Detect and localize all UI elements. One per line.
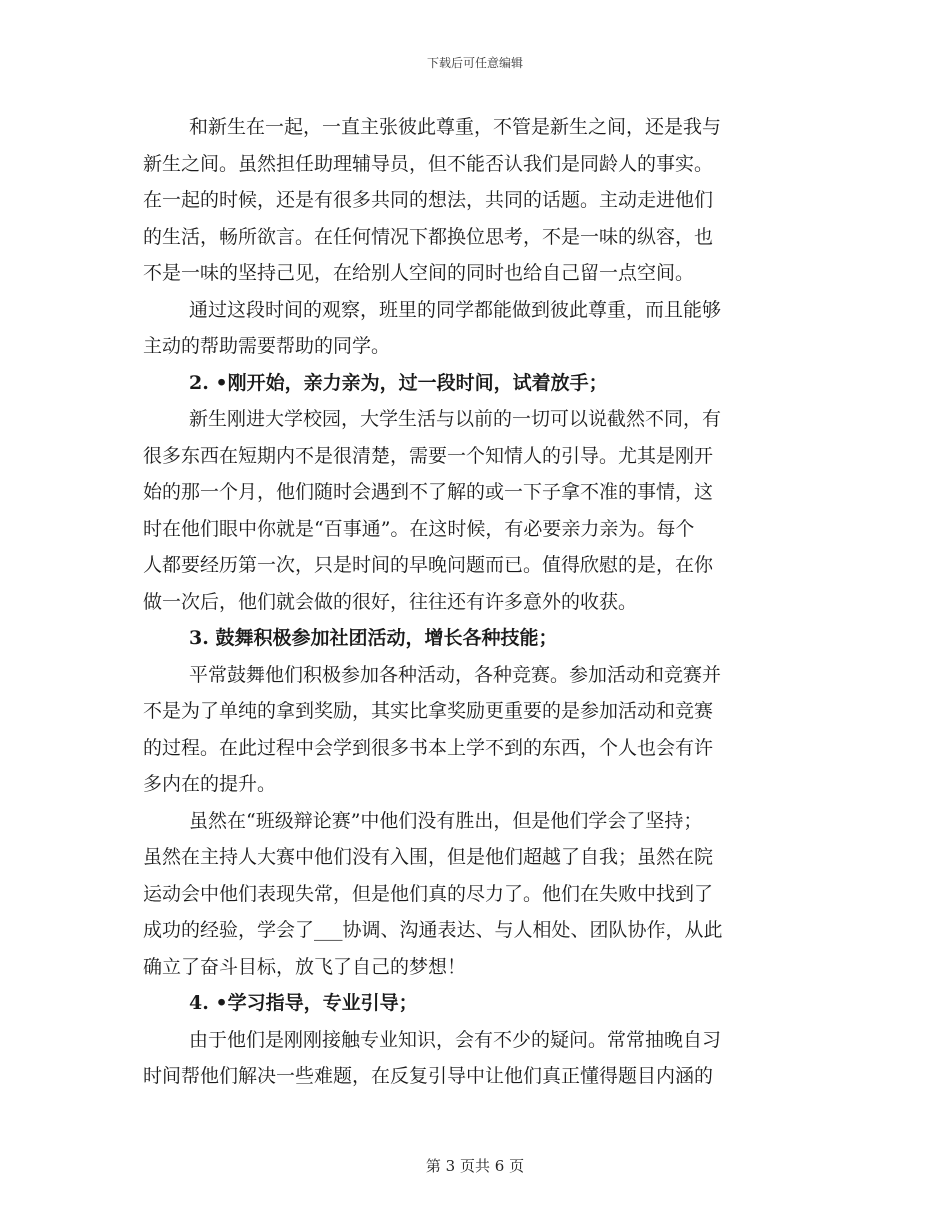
paragraph <box>143 803 803 986</box>
paragraph-line: 由于他们是刚刚接触专业知识，会有不少的疑问。常常抽晚自习 <box>189 1028 722 1051</box>
paragraph <box>143 401 803 620</box>
paragraph-line: 新生之间。虽然担任助理辅导员，但不能否认我们是同龄人的事实。 <box>143 152 714 175</box>
paragraph-line: 始的那一个月，他们随时会遇到不了解的或一下子拿不准的事情，这 <box>143 481 714 503</box>
page-header: 下载后可任意编辑 <box>426 56 523 70</box>
paragraph-line: 不是为了单纯的拿到奖励，其实比拿奖励更重要的是参加活动和竞赛 <box>143 700 714 722</box>
paragraph <box>143 292 803 365</box>
page-footer: 第 3 页共 6 页 <box>425 1157 525 1175</box>
paragraph-line: 做一次后，他们就会做的很好，往往还有许多意外的收获。 <box>143 590 638 613</box>
heading-text: 3. 鼓舞积极参加社团活动，增长各种技能； <box>189 627 558 649</box>
heading-text: 2. •刚开始，亲力亲为，过一段时间，试着放手； <box>189 371 608 394</box>
section-heading <box>143 985 803 1022</box>
section-heading <box>143 365 803 402</box>
paragraph-line: 时在他们眼中你就是“百事通”。在这时候，有必要亲力亲为。每个 <box>143 517 695 540</box>
document-body <box>143 109 803 1095</box>
paragraph-line: 和新生在一起，一直主张彼此尊重，不管是新生之间，还是我与 <box>189 116 722 138</box>
paragraph <box>143 657 803 803</box>
paragraph-line: 很多东西在短期内不是很清楚，需要一个知情人的引导。尤其是刚开 <box>143 444 714 467</box>
paragraph-line: 平常鼓舞他们积极参加各种活动，各种竞赛。参加活动和竞赛并 <box>189 663 722 686</box>
section-heading <box>143 620 803 657</box>
paragraph-line: 不是一味的坚持己见，在给别人空间的同时也给自己留一点空间。 <box>143 262 695 284</box>
paragraph-line: 新生刚进大学校园，大学生活与以前的一切可以说截然不同，有 <box>189 408 722 430</box>
paragraph-line: 成功的经验，学会了___协调、沟通表达、与人相处、团队协作，从此 <box>143 919 723 941</box>
paragraph-line: 的生活，畅所欲言。在任何情况下都换位思考，不是一味的纵容，也 <box>143 225 714 248</box>
paragraph <box>143 1022 803 1095</box>
paragraph-line: 的过程。在此过程中会学到很多书本上学不到的东西，个人也会有许 <box>143 736 714 759</box>
paragraph-line: 时间帮他们解决一些难题，在反复引导中让他们真正懂得题目内涵的 <box>143 1065 714 1087</box>
paragraph-line: 确立了奋斗目标，放飞了自己的梦想！ <box>143 955 467 978</box>
paragraph-line: 多内在的提升。 <box>143 773 277 795</box>
heading-text: 4. •学习指导，专业引导； <box>189 992 418 1014</box>
paragraph-line: 虽然在“班级辩论赛”中他们没有胜出，但是他们学会了坚持； <box>189 809 703 832</box>
paragraph-line: 人都要经历第一次，只是时间的早晚问题而已。值得欣慰的是，在你 <box>143 554 714 576</box>
paragraph-line: 在一起的时候，还是有很多共同的想法，共同的话题。主动走进他们 <box>143 189 714 211</box>
paragraph-line: 通过这段时间的观察，班里的同学都能做到彼此尊重，而且能够 <box>189 298 722 321</box>
paragraph-line: 主动的帮助需要帮助的同学。 <box>143 335 391 357</box>
paragraph-line: 虽然在主持人大赛中他们没有入围，但是他们超越了自我；虽然在院 <box>143 846 714 868</box>
paragraph <box>143 109 803 292</box>
paragraph-line: 运动会中他们表现失常，但是他们真的尽力了。他们在失败中找到了 <box>143 882 714 905</box>
